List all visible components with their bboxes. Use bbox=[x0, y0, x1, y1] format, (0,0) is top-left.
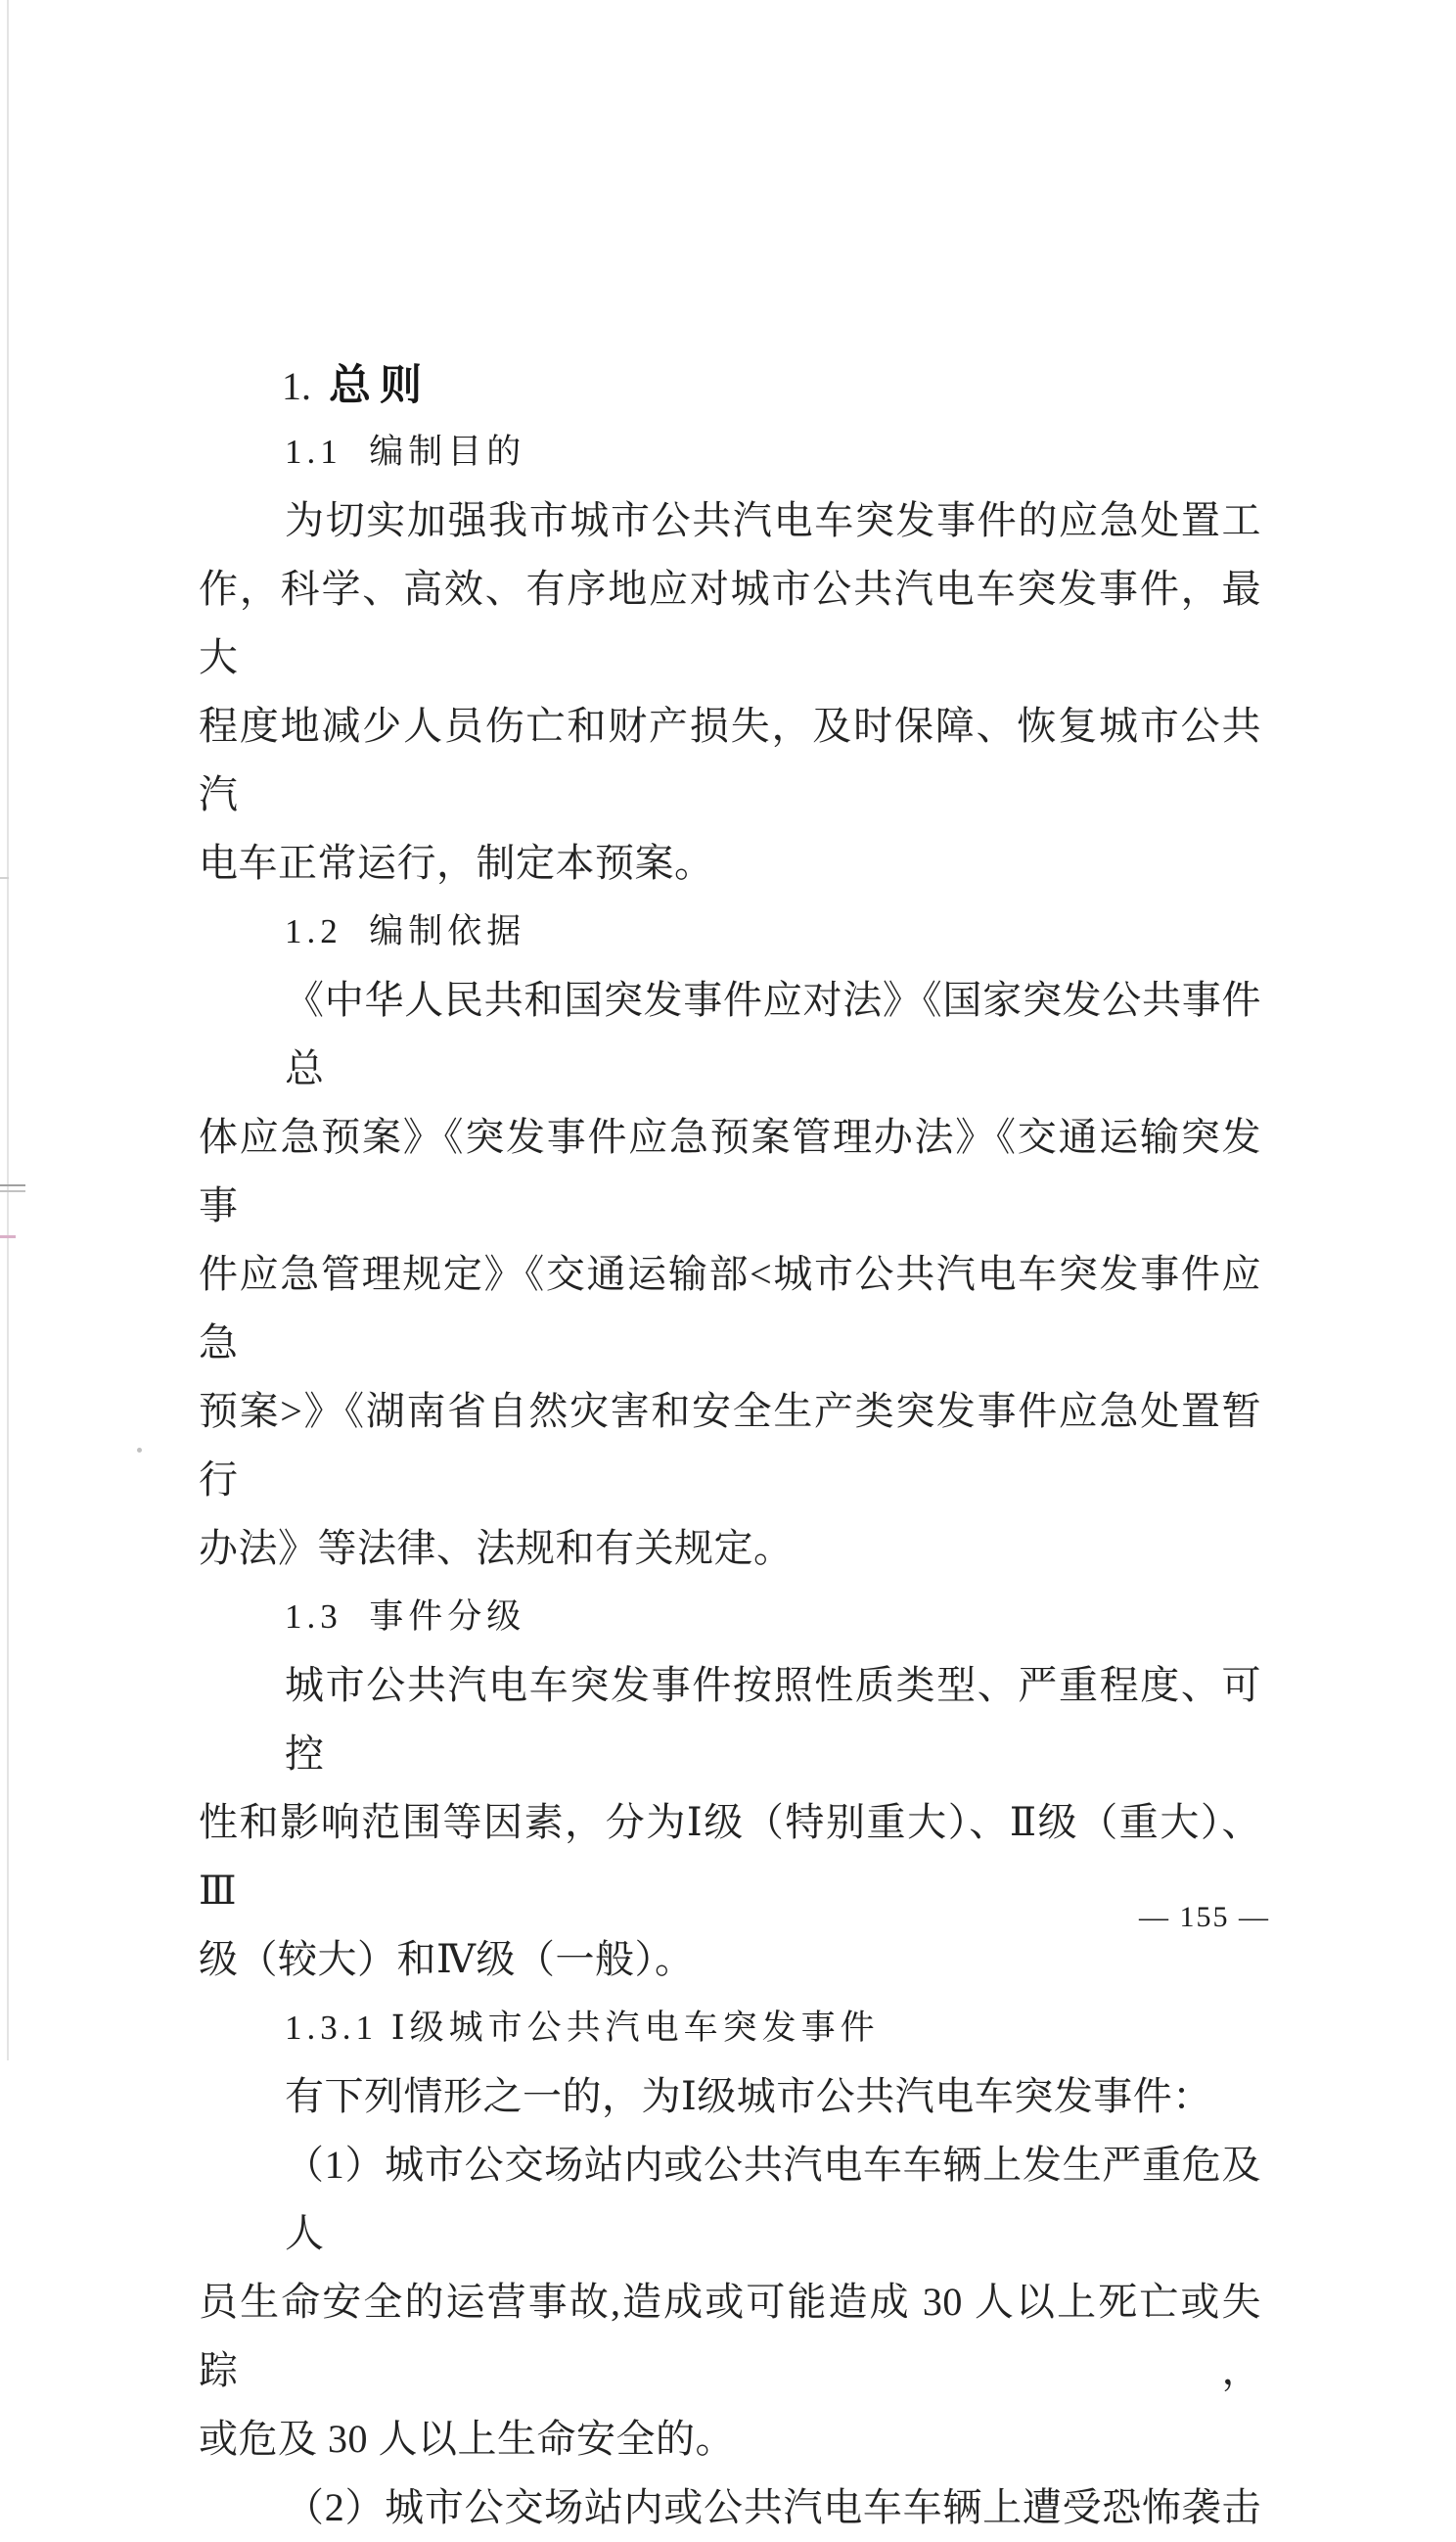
text-line: 有下列情形之一的，为Ⅰ级城市公共汽电车突发事件： bbox=[285, 2074, 1212, 2118]
text-line: （1）城市公交场站内或公共汽电车车辆上发生严重危及人 bbox=[285, 2143, 1261, 2255]
text-line: 作，科学、高效、有序地应对城市公共汽电车突发事件，最大 bbox=[199, 567, 1261, 679]
text-line: 员生命安全的运营事故,造成或可能造成 30 人以上死亡或失踪， bbox=[199, 2280, 1261, 2392]
text-line: 体应急预案》《突发事件应急预案管理办法》《交通运输突发事 bbox=[199, 1115, 1261, 1227]
scan-artifact-speck bbox=[137, 1448, 142, 1453]
scan-artifact-mark-pink bbox=[0, 1235, 16, 1238]
text-line: 或危及 30 人以上生命安全的。 bbox=[199, 2417, 735, 2461]
scan-artifact-mark-faint bbox=[0, 877, 9, 879]
text-line: 性和影响范围等因素，分为Ⅰ级（特别重大）、Ⅱ级（重大）、Ⅲ bbox=[199, 1800, 1261, 1913]
heading-1-3-1: 1.3.1 Ⅰ级城市公共汽电车突发事件 bbox=[285, 2009, 880, 2047]
heading-1-2: 1.2 编制依据 bbox=[285, 912, 526, 950]
heading-1-3: 1.3 事件分级 bbox=[285, 1597, 526, 1636]
scan-artifact-mark bbox=[0, 1184, 25, 1186]
text-line: 级（较大）和Ⅳ级（一般）。 bbox=[199, 1937, 695, 1981]
text-line: 预案>》《湖南省自然灾害和安全生产类突发事件应急处置暂行 bbox=[199, 1389, 1261, 1502]
text-line: 《中华人民共和国突发事件应对法》《国家突发公共事件总 bbox=[285, 978, 1261, 1090]
text-line: 为切实加强我市城市公共汽电车突发事件的应急处置工 bbox=[285, 498, 1261, 542]
document-lines bbox=[199, 418, 1261, 2542]
section-heading-1 bbox=[199, 357, 1261, 418]
text-line: 办法》等法律、法规和有关规定。 bbox=[199, 1526, 794, 1570]
page-number: — 155 — bbox=[1139, 1901, 1270, 1933]
text-line: 电车正常运行，制定本预案。 bbox=[199, 841, 714, 885]
text-line: （2）城市公交场站内或公共汽电车车辆上遭受恐怖袭击 bbox=[285, 2485, 1261, 2529]
document-content bbox=[199, 357, 1261, 2542]
section-heading-title: 总则 bbox=[329, 362, 431, 409]
text-line: 件应急管理规定》《交通运输部<城市公共汽电车突发事件应急 bbox=[199, 1252, 1261, 1364]
text-line: 程度地减少人员伤亡和财产损失，及时保障、恢复城市公共汽 bbox=[199, 704, 1261, 816]
heading-1-1: 1.1 编制目的 bbox=[285, 433, 526, 471]
scan-edge-line bbox=[7, 0, 9, 2060]
text-line: 城市公共汽电车突发事件按照性质类型、严重程度、可控 bbox=[285, 1663, 1261, 1776]
section-heading-number: 1. bbox=[282, 364, 311, 408]
